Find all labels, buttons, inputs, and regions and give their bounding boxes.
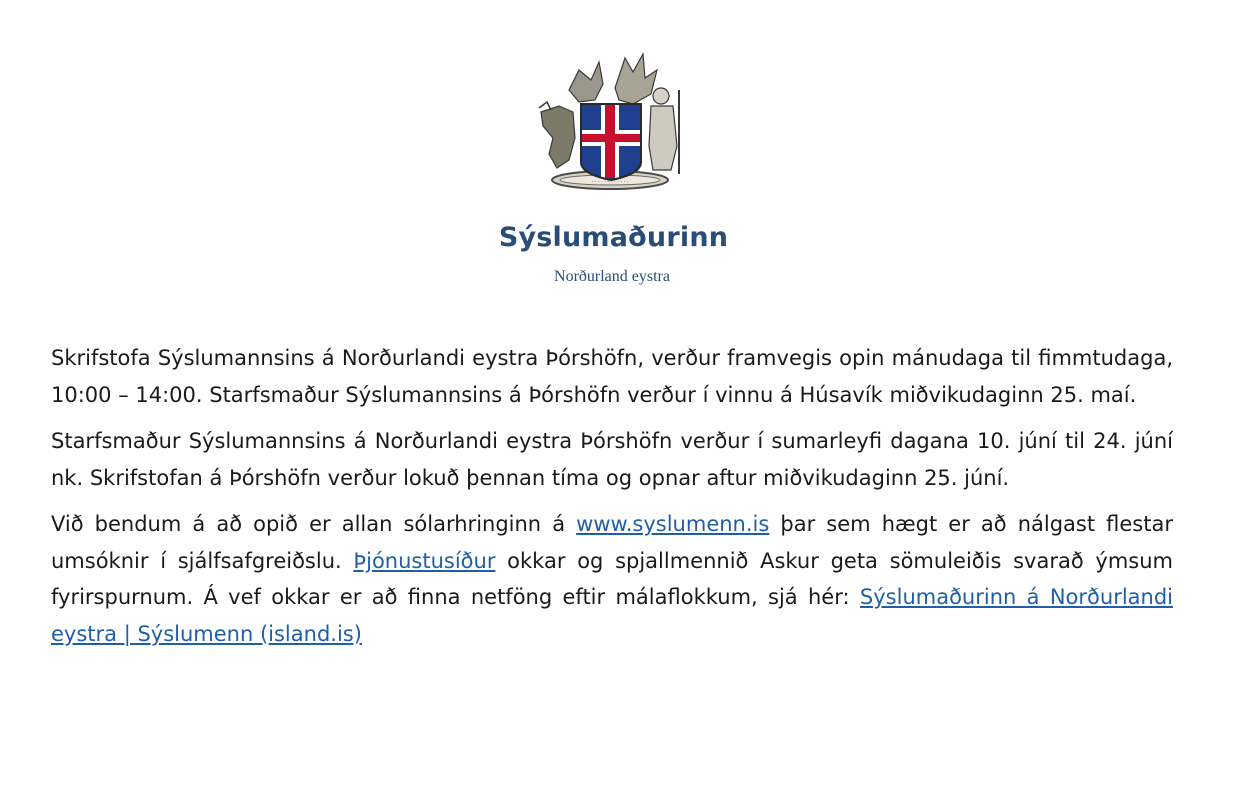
paragraph-online-services [51,506,1173,652]
office-region-subtitle: Norðurland eystra [554,268,670,285]
paragraph-text-part: þar sem hægt er að nálgast flestar umsóknir í sjálfsafgreiðslu. [51,512,1173,573]
paragraph-text-part: okkar og spjallmennið Askur geta sömuleiðis svarað ýmsum fyrirspurnum. Á vef okkar er að finna netföng eftir málaflokkum, sjá hér: [51,548,1174,609]
office-title: Sýslumaðurinn [498,222,729,253]
svg-text:· · · · · · · · · · · ·: · · · · · · · · · · · · [591,179,629,185]
service-pages-link[interactable]: Þjónustusíður [353,548,496,573]
paragraph-text-part: Við bendum á að opið er allan sólarhringinn á [51,512,577,536]
coat-of-arms-icon [533,50,688,195]
office-page-link[interactable]: Sýslumaðurinn á Norðurlandi eystra | Sýslumenn (island.is) [51,585,1174,646]
syslumenn-website-link[interactable]: www.syslumenn.is [576,512,770,536]
paragraph-opening-hours: Skrifstofa Sýslumannsins á Norðurlandi eystra Þórshöfn, verður framvegis opin mánudaga til fimmtudaga, 10:00 – 14:00. Starfsmaður Sýslumannsins á Þórshöfn verður í vinnu á Húsavík miðvikudaginn 25. maí. [51,346,1173,407]
paragraph-summer-leave: Starfsmaður Sýslumannsins á Norðurlandi eystra Þórshöfn verður í sumarleyfi dagana 10. júní til 24. júní nk. Skrifstofan á Þórshöfn verður lokuð þennan tíma og opnar aftur miðvikudaginn 25. júní. [51,429,1173,490]
notice-body [51,340,1173,662]
